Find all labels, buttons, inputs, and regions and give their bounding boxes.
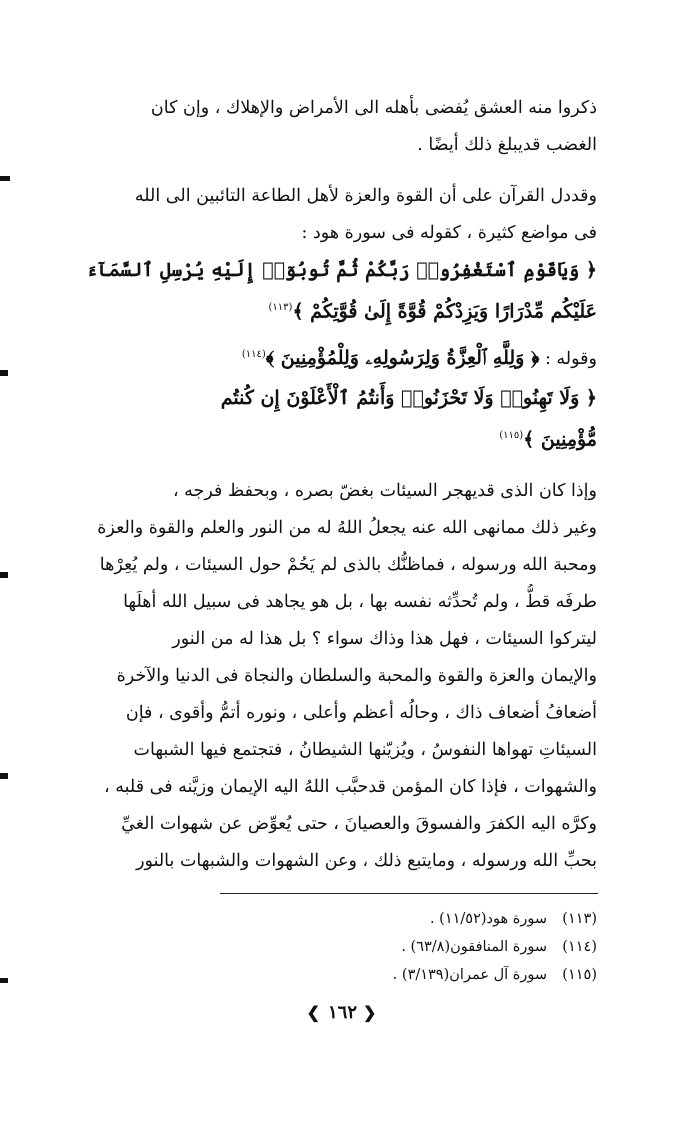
footnotes <box>87 905 597 989</box>
verse-imran <box>77 380 597 454</box>
ornament-right-icon: ❯ <box>363 1003 379 1022</box>
margin-mark <box>0 773 8 779</box>
footnote-number: (١١٣) <box>562 911 597 927</box>
verse-munafiqun <box>77 336 597 373</box>
text-line: ذكروا منه العشق يُفضى بأهله الى الأمراض والإهلاك ، وإن كان <box>150 98 597 118</box>
footnote-text: سورة آل عمران(٣/١٣٩) . <box>392 967 547 983</box>
verse-line <box>77 336 597 373</box>
text-line: وكرَّه اليه الكفرَ والفسوقَ والعصيانَ ، حتى يُعوِّض عن شهوات الغيِّ <box>121 814 597 834</box>
text-line: والإيمان والعزة والقوة والمحبة والسلطان والنجاة فى الدنيا والآخرة <box>116 666 597 686</box>
text-line: السيئاتِ تهواها النفوسُ ، ويُزيّنها الشيطانُ ، فتجتمع فيها الشبهات <box>133 740 597 760</box>
footnote-number: (١١٥) <box>562 967 597 983</box>
text-line: والشهوات ، فإذا كان المؤمن قدحبَّب اللهُ اليه الإيمان وزيَّنه فى قلبه ، <box>104 777 597 797</box>
verse-text: مُّؤْمِنِينَ ﴾ <box>523 428 597 451</box>
footnote <box>87 905 597 933</box>
text-line: أضعافُ أضعاف ذاك ، وحالُه أعظم وأعلى ، ونوره أتمُّ وأقوى ، فإن <box>125 703 597 723</box>
footnote-number: (١١٤) <box>562 939 597 955</box>
verse-line <box>77 289 597 326</box>
margin-mark <box>0 978 8 983</box>
text-line: وإذا كان الذى قديهجر السيئات بغضّ بصره ، وبحفظ فرجه ، <box>172 481 597 501</box>
text-line: طرفَه قطُّ ، ولم تُحدِّثه نفسه بها ، بل هو يجاهد فى سبيل الله أهلَها <box>123 592 597 612</box>
text-line: فى مواضع كثيرة ، كقوله فى سورة هود : <box>301 223 597 243</box>
margin-mark <box>0 176 10 181</box>
footnote-text: سورة هود(١١/٥٢) . <box>429 911 547 927</box>
page-number-value: ١٦٢ <box>327 1002 357 1023</box>
footnote-text: سورة المنافقون(٦٣/٨) . <box>401 939 547 955</box>
text-line: الغضب قديبلغ ذلك أيضًا . <box>417 135 597 155</box>
text-line: ومحبة الله ورسوله ، فماظنُّك بالذى لم يَحُمْ حول السيئات ، ولم يُعِرْها <box>99 555 597 575</box>
verse-line: ﴿ وَلَا تَهِنُوا۟ وَلَا تَحْزَنُوا۟ وَأَنتُمُ ٱلْأَعْلَوْنَ إِن كُنتُم <box>220 387 597 409</box>
text-line: وقددل القرآن على أن القوة والعزة لأهل الطاعة التائبين الى الله <box>134 186 597 206</box>
text-line: ليتركوا السيئات ، فهل هذا وذاك سواء ؟ بل هذا له من النور <box>172 629 597 649</box>
footnote-divider <box>220 893 598 894</box>
footnote-ref: (١١٥) <box>499 430 524 441</box>
ornament-left-icon: ❮ <box>306 1003 322 1022</box>
text-line: بحبِّ الله ورسوله ، ومايتبع ذلك ، وعن الشهوات والشبهات بالنور <box>136 851 597 871</box>
page-number <box>0 1002 685 1023</box>
footnote-ref: (١١٤) <box>241 349 266 360</box>
footnote-ref: (١١٣) <box>268 302 293 313</box>
verse-text: ﴿ وَلِلَّهِ ٱلْعِزَّةُ وَلِرَسُولِهِۦ وَلِلْمُؤْمِنِينَ ﴾ <box>265 346 540 369</box>
verse-hud <box>77 252 597 326</box>
paragraph-intro <box>77 90 597 164</box>
footnote <box>87 933 597 961</box>
margin-mark <box>0 370 8 376</box>
footnote <box>87 961 597 989</box>
verse-line <box>77 417 597 454</box>
verse-intro: وقوله : <box>544 348 597 369</box>
paragraph-quran-intro <box>77 178 597 252</box>
verse-line: ﴿ وَيَاقَوْمِ ٱسْتَغْفِرُوا۟ رَبَّكُمْ ثُمَّ تُوبُوٓا۟ إِلَيْهِ يُرْسِلِ ٱلسَّمَآءَ <box>86 259 597 281</box>
verse-text: عَلَيْكُم مِّدْرَارًا وَيَزِدْكُمْ قُوَّةً إِلَىٰ قُوَّتِكُمْ ﴾ <box>292 300 597 323</box>
margin-mark <box>0 572 8 578</box>
text-line: وغير ذلك ممانهى الله عنه يجعلُ اللهُ له من النور والعلم والقوة والعزة <box>97 518 597 538</box>
paragraph-main <box>77 473 597 880</box>
